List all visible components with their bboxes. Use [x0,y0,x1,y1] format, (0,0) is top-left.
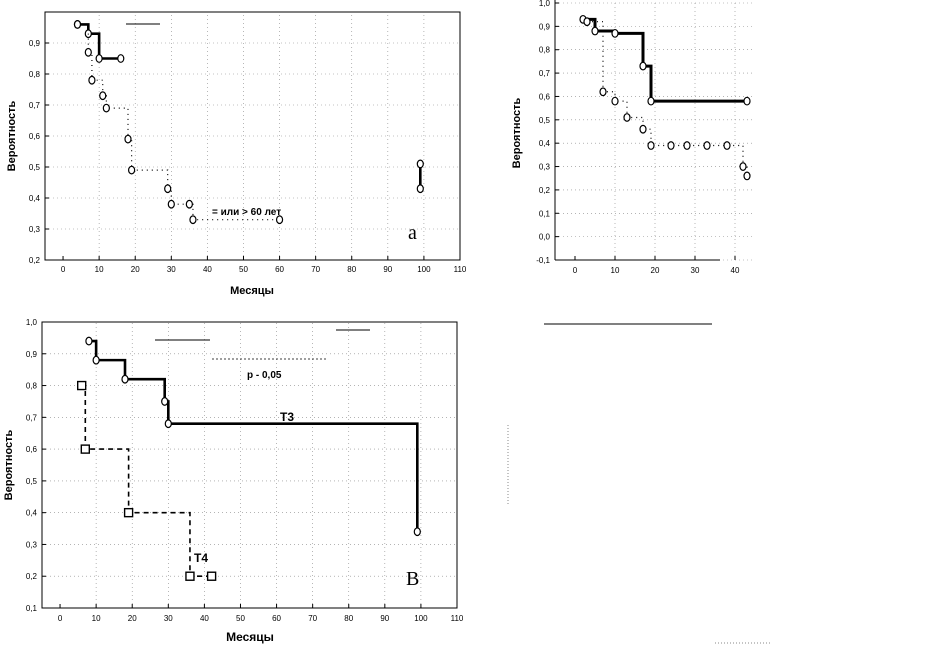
data-point [612,30,618,38]
panel-c-frame [42,322,457,608]
data-point [600,88,606,96]
x-tick-label: 90 [383,265,393,274]
y-tick-label: 0,0 [538,232,550,242]
y-tick-label: 0,5 [538,115,550,125]
data-point [417,185,423,193]
y-tick-label: 1,0 [25,318,37,327]
data-point [186,200,192,208]
panel-b-ylabel: Вероятность [511,97,523,169]
x-tick-label: 50 [239,265,248,274]
data-point [684,142,690,150]
data-point [89,76,95,84]
y-tick-label: 0,8 [538,45,550,55]
data-point [668,142,674,150]
x-tick-label: 60 [275,265,285,274]
x-tick-label: 20 [130,265,140,274]
panel-d [508,324,770,643]
data-point [584,18,590,26]
data-point [648,97,654,105]
x-tick-label: 110 [450,614,464,623]
data-point [724,142,730,150]
y-tick-label: 0,4 [538,139,550,149]
data-point [74,21,80,29]
y-tick-label: 0,7 [25,413,37,423]
x-tick-label: 80 [344,614,354,623]
data-point [100,92,106,100]
y-tick-label: -0,1 [536,256,550,265]
x-tick-label: 30 [690,266,700,275]
panel-c [3,318,464,644]
x-tick-label: 20 [127,614,137,623]
data-point [704,142,710,150]
x-tick-label: 110 [453,265,467,274]
data-point [81,445,89,453]
data-point [125,509,133,517]
panel-a-annotation: = или > 60 лет [212,207,282,218]
x-tick-label: 10 [610,266,620,275]
y-tick-label: 0,1 [25,604,37,613]
y-tick-label: 0,8 [25,381,37,391]
y-tick-label: 0,1 [538,209,550,219]
x-tick-label: 80 [347,265,357,274]
x-tick-label: 30 [163,614,173,623]
y-tick-label: 0,4 [28,194,40,203]
x-tick-label: 40 [199,614,209,623]
series-line [587,22,747,176]
data-point [86,337,92,345]
y-tick-label: 0,3 [538,162,550,172]
data-point [168,200,174,208]
y-tick-label: 0,6 [538,92,550,102]
y-tick-label: 0,2 [25,572,37,582]
data-point [190,216,196,224]
x-tick-label: 10 [91,614,101,623]
y-tick-label: 0,2 [538,185,550,195]
data-point [612,97,618,105]
panel-c-ylabel: Вероятность [3,429,15,501]
data-point [96,55,102,63]
data-point [414,528,420,536]
panel-b [511,0,755,275]
x-tick-label: 50 [236,614,245,623]
y-tick-label: 0,8 [28,70,40,79]
x-tick-label: 30 [166,265,176,274]
data-point [122,375,128,383]
panel-c-series-label-t3: T3 [280,410,295,424]
series-line [583,19,747,101]
data-point [103,104,109,112]
data-point [165,185,171,193]
y-tick-label: 0,4 [25,508,37,518]
y-tick-label: 0,9 [28,39,40,48]
data-point [93,356,99,364]
x-tick-label: 70 [308,614,318,623]
x-tick-label: 20 [650,266,660,275]
data-point [125,135,131,143]
data-point [624,114,630,122]
x-tick-label: 70 [311,265,321,274]
x-tick-label: 60 [272,614,282,623]
x-tick-label: 100 [417,265,431,274]
data-point [640,125,646,133]
data-point [740,163,746,171]
y-tick-label: 0,9 [25,349,37,359]
panel-a-xlabel: Месяцы [230,285,274,297]
y-tick-label: 0,9 [538,22,550,32]
panel-c-xlabel: Месяцы [226,630,274,644]
data-point [592,27,598,35]
y-tick-label: 1,0 [538,0,550,8]
data-point [744,97,750,105]
data-point [85,49,91,57]
panel-a-letter: a [408,222,417,244]
y-tick-label: 0,2 [28,256,40,265]
data-point [118,55,124,63]
series-line [77,24,282,219]
data-point [78,382,86,390]
series-line [77,24,120,58]
x-tick-label: 100 [414,614,428,623]
x-tick-label: 0 [57,614,63,623]
y-tick-label: 0,5 [28,163,40,172]
y-tick-label: 0,7 [28,101,40,110]
data-point [165,420,171,428]
x-tick-label: 90 [380,614,390,623]
panel-c-pvalue: р - 0,05 [247,370,282,381]
x-tick-label: 40 [202,265,212,274]
panel-c-series-label-t4: T4 [194,551,209,565]
panel-c-letter: B [406,568,420,590]
x-tick-label: 0 [572,266,578,275]
data-point [648,142,654,150]
y-tick-label: 0,3 [25,540,37,550]
y-tick-label: 0,7 [538,69,550,79]
data-point [129,166,135,174]
x-tick-label: 0 [60,265,66,274]
y-tick-label: 0,6 [25,445,37,455]
x-tick-label: 10 [94,265,104,274]
data-point [744,172,750,180]
y-tick-label: 0,3 [28,225,40,234]
data-point [417,160,423,168]
y-tick-label: 0,6 [28,132,40,141]
panel-a-ylabel: Вероятность [6,100,18,172]
panel-a [6,12,467,297]
data-point [186,572,194,580]
y-tick-label: 0,5 [25,476,37,486]
x-tick-label: 40 [730,266,740,275]
data-point [208,572,216,580]
data-point [162,398,168,406]
data-point [640,62,646,70]
